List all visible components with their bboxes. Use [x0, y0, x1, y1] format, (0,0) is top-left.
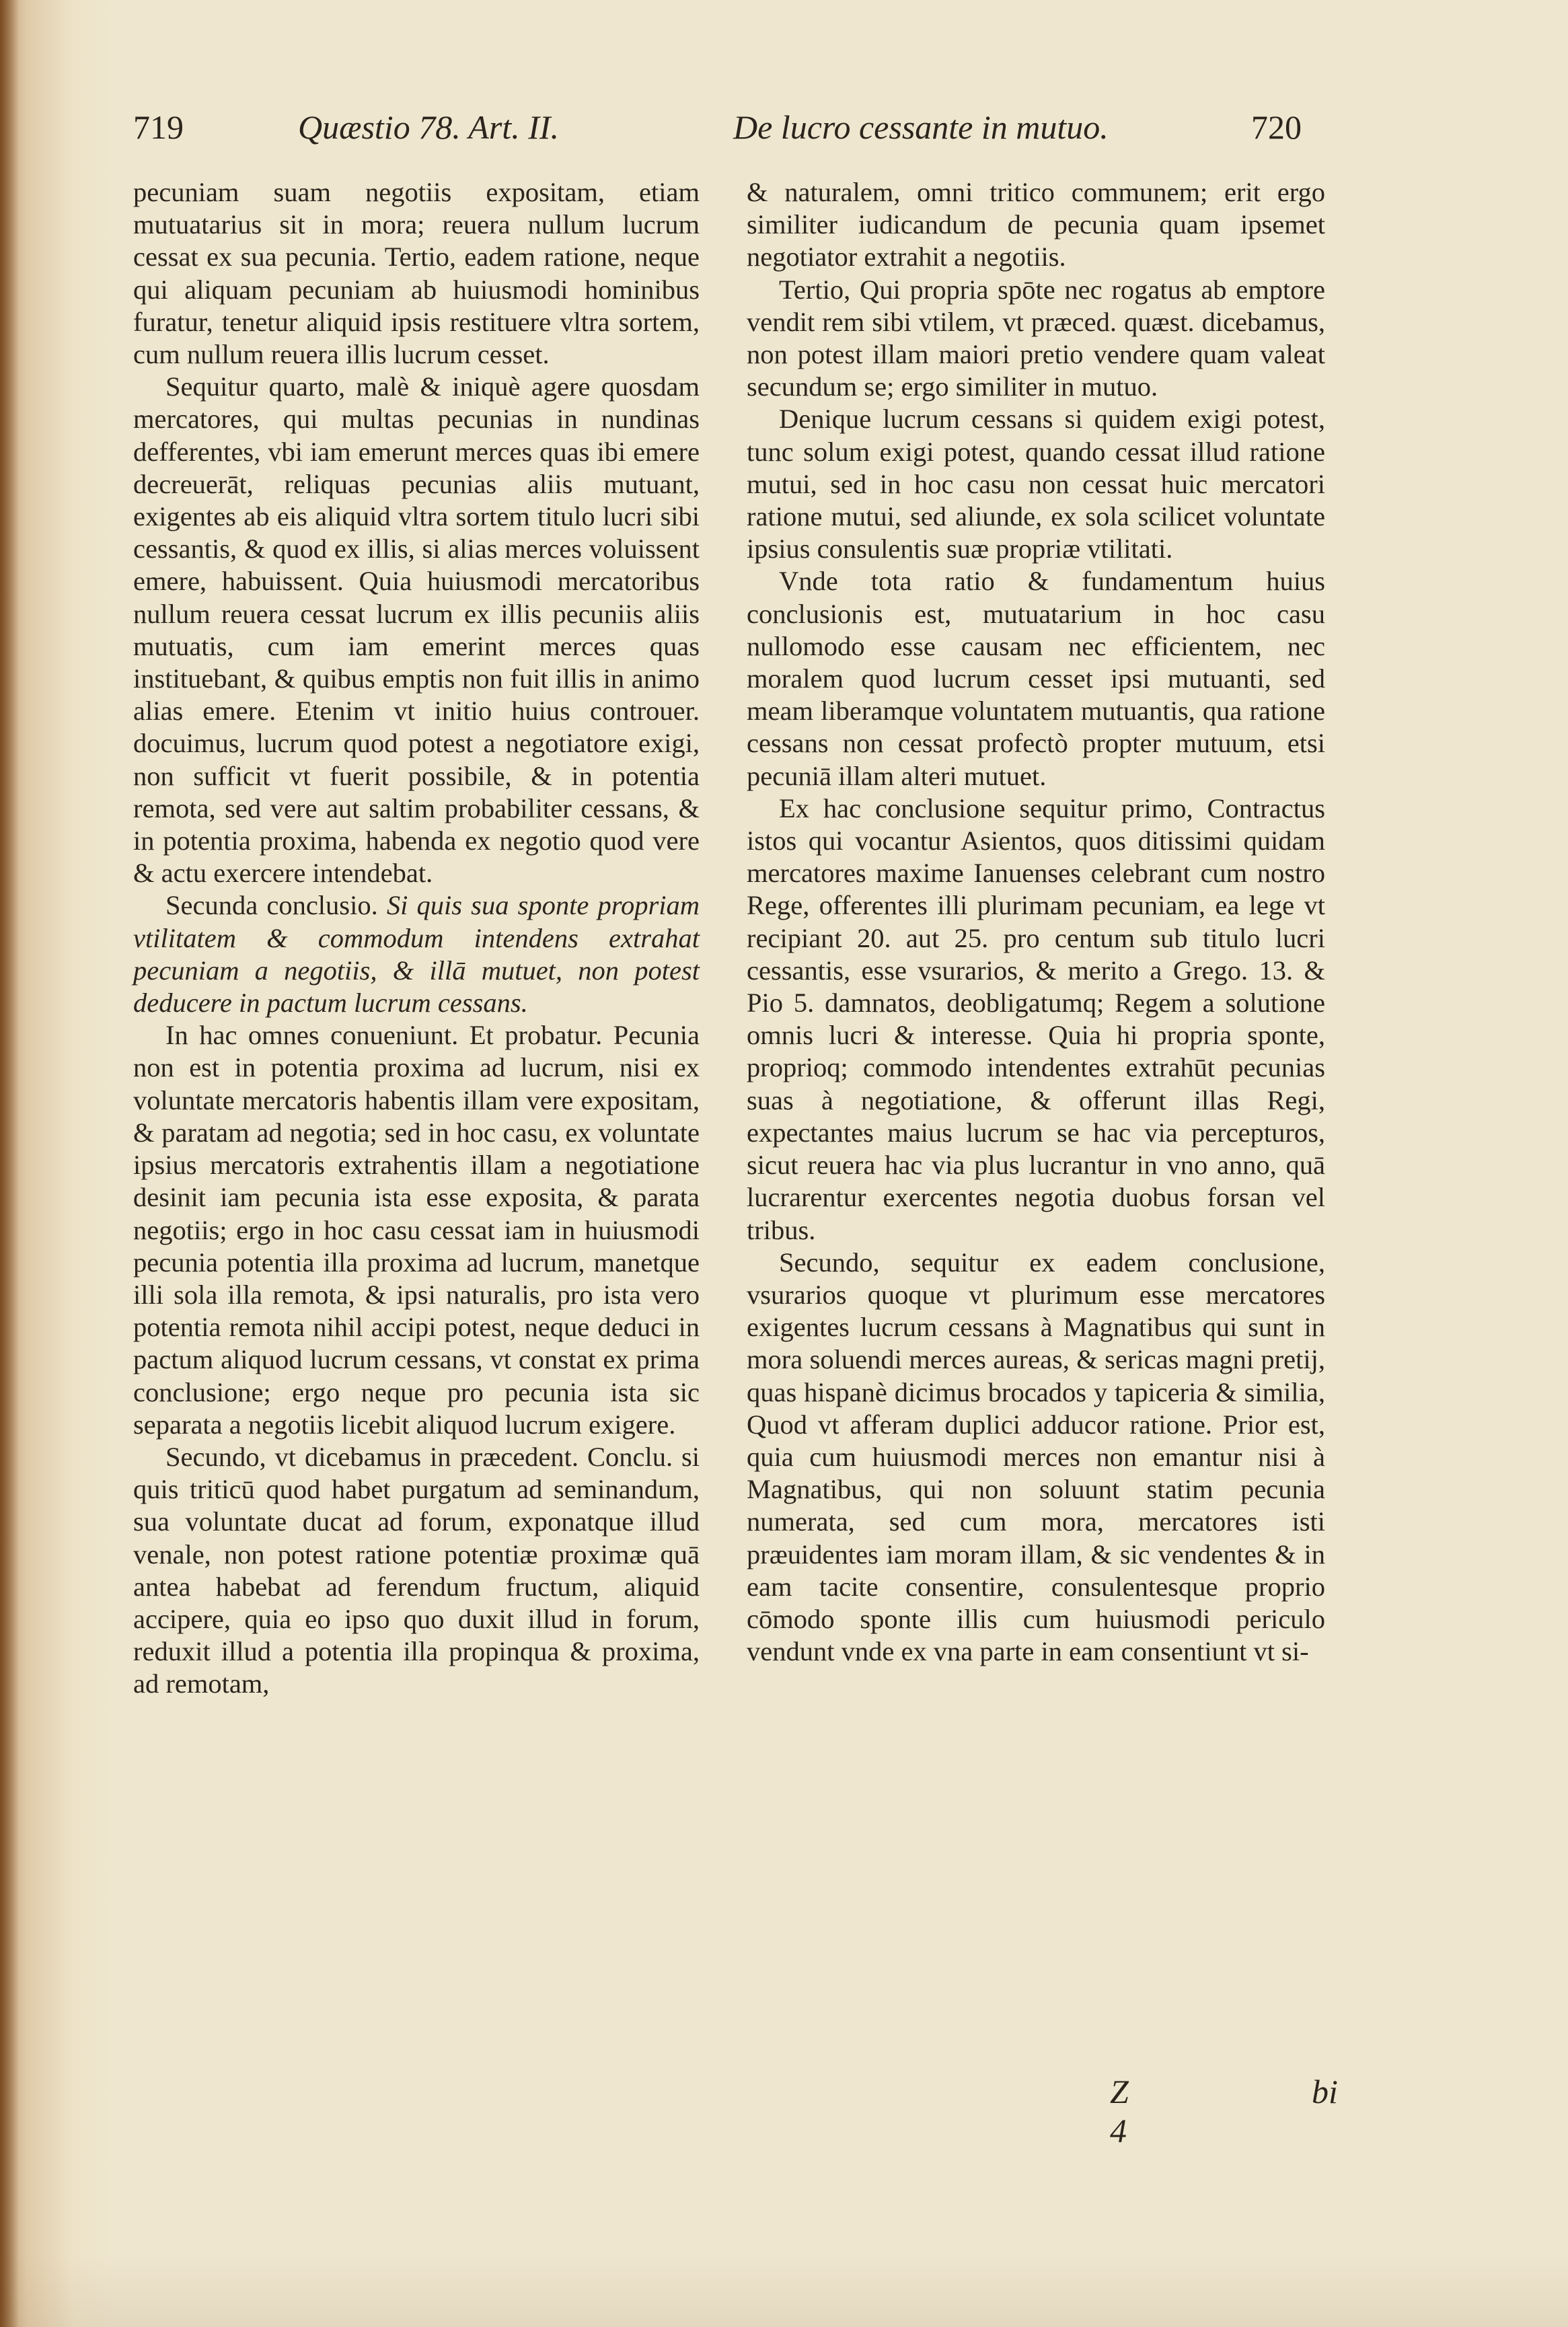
left-paragraph: Secundo, vt dicebamus in præcedent. Conclu. si quis triticū quod habet purgatum ad seminandum, sua voluntate ducat ad forum, exponatque illud venale, non potest ratione potentiæ proximæ quā antea habebat ad ferendum fructum, aliquid accipere, quia eo ipso quo duxit illud in forum, reduxit illud a potentia illa propinqua & proxima, ad remotam, — [133, 1441, 700, 1699]
page-gutter-shadow — [0, 0, 19, 2327]
conclusion-lead: Secunda conclusio. — [165, 890, 378, 921]
left-paragraph: In hac omnes conueniunt. Et probatur. Pecunia non est in potentia proxima ad lucrum, nisi ex voluntate mercatoris habentis illam vere expositam, & paratam ad negotia; sed in hoc casu, ex voluntate ipsius mercatoris extrahentis illam a negotiatione desinit iam pecunia ista esse exposita, & parata negotiis; ergo in hoc casu cessat iam in huiusmodi pecunia potentia illa proxima ad lucrum, manetque illi sola illa remota, & ipsi naturalis, pro ista vero potentia remota nihil accipi potest, neque deduci in pactum aliquod lucrum cessans, vt constat ex prima conclusione; ergo neque pro pecunia ista sic separata a negotiis licebit aliquod lucrum exigere. — [133, 1020, 700, 1440]
right-paragraph: Vnde tota ratio & fundamentum huius conclusionis est, mutuatarium in hoc casu nullomodo esse causam nec efficientem, nec moralem quod lucrum cesset ipsi mutuanti, sed meam liberamque voluntatem mutuantis, qua ratione cessans non cessat profectò propter mutuum, etsi pecuniā illam alteri mutuet. — [747, 566, 1325, 791]
catchword: bi — [1312, 2073, 1338, 2110]
left-text-column — [133, 176, 700, 1701]
left-paragraph: Sequitur quarto, malè & iniquè agere quosdam mercatores, qui multas pecunias in nundinas defferentes, vbi iam emerunt merces quas ibi emere decreuerāt, reliquas pecunias aliis mutuant, exigentes ab eis aliquid vltra sortem titulo lucri sibi cessantis, & quod ex illis, si alias merces voluissent emere, habuissent. Quia huiusmodi mercatoribus nullum reuera cessat lucrum ex illis pecuniis aliis mutuatis, cum iam emerint merces quas instituebant, & quibus emptis non fuit illis in animo alias emere. Etenim vt initio huius controuer. docuimus, lucrum quod potest a negotiatore exigi, non sufficit vt fuerit possibile, & in potentia remota, sed vere aut saltim probabiliter cessans, & in potentia proxima, habenda ex negotio quod vere & actu exercere intendebat. — [133, 371, 700, 889]
right-text-column — [747, 176, 1325, 1668]
conclusion-text: Si quis sua sponte propriam vtilitatem & commodum intendens extrahat pecuniam a negotiis, & illā mutuet, non potest deducere in pactum lucrum cessans. — [133, 890, 700, 1019]
left-running-title: Quæstio 78. Art. II. — [298, 108, 559, 146]
left-paragraph: pecuniam suam negotiis expositam, etiam mutuatarius sit in mora; reuera nullum lucrum cessat ex sua pecunia. Tertio, eadem ratione, neque qui aliquam pecuniam ab huiusmodi hominibus furatur, tenetur aliquid ipsis restituere vltra sortem, cum nullum reuera illis lucrum cesset. — [133, 177, 700, 370]
left-page-number: 719 — [133, 108, 184, 146]
right-paragraph: Secundo, sequitur ex eadem conclusione, vsurarios quoque vt plurimum esse mercatores exigentes lucrum cessans à Magnatibus qui sunt in mora soluendi merces aureas, & sericas magni pretij, quas hispanè dicimus brocados y tapiceria & similia, Quod vt afferam duplici adducor ratione. Prior est, quia cum huiusmodi merces non emantur nisi à Magnatibus, qui non soluunt statim pecunia numerata, sed cum mora, mercatores isti præuidentes iam moram illam, & sic vendentes & in eam tacite consentire, consulentesque proprio cōmodo sponte illis cum huiusmodi periculo vendunt vnde ex vna parte in eam consentiunt vt si- — [747, 1247, 1325, 1667]
right-page-number: 720 — [1251, 108, 1302, 146]
signature-mark: Z 4 — [1110, 2073, 1129, 2149]
right-paragraph: & naturalem, omni tritico communem; erit ergo similiter iudicandum de pecunia quam ipsemet negotiator extrahit a negotiis. — [747, 177, 1325, 272]
right-paragraph: Denique lucrum cessans si quidem exigi potest, tunc solum exigi potest, quando cessat illud ratione mutui, sed in hoc casu non cessat huic mercatori ratione mutui, sed aliunde, ex sola scilicet voluntate ipsius consulentis suæ propriæ vtilitati. — [747, 404, 1325, 564]
right-running-title: De lucro cessante in mutuo. — [733, 108, 1109, 146]
second-conclusion — [133, 889, 700, 1019]
right-paragraph: Tertio, Qui propria spōte nec rogatus ab emptore vendit rem sibi vtilem, vt præced. quæst. dicebamus, non potest illam maiori pretio vendere quam valeat secundum se; ergo similiter in mutuo. — [747, 274, 1325, 402]
right-paragraph: Ex hac conclusione sequitur primo, Contractus istos qui vocantur Asientos, quos ditissimi quidam mercatores maxime Ianuenses celebrant cum nostro Rege, offerentes illi plurimam pecuniam, ea lege vt recipiant 20. aut 25. pro centum sub titulo lucri cessantis, esse vsurarios, & merito a Grego. 13. & Pio 5. damnatos, deobligatumq; Regem a solutione omnis lucri & interesse. Quia hi propria sponte, proprioq; commodo intendentes extrahūt pecunias suas à negotiatione, & offerunt illas Regi, expectantes maius lucrum se hac via percepturos, sicut reuera hac via plus lucrantur in vno anno, quā lucrarentur exercentes negotia duobus forsan vel tribus. — [747, 792, 1325, 1245]
